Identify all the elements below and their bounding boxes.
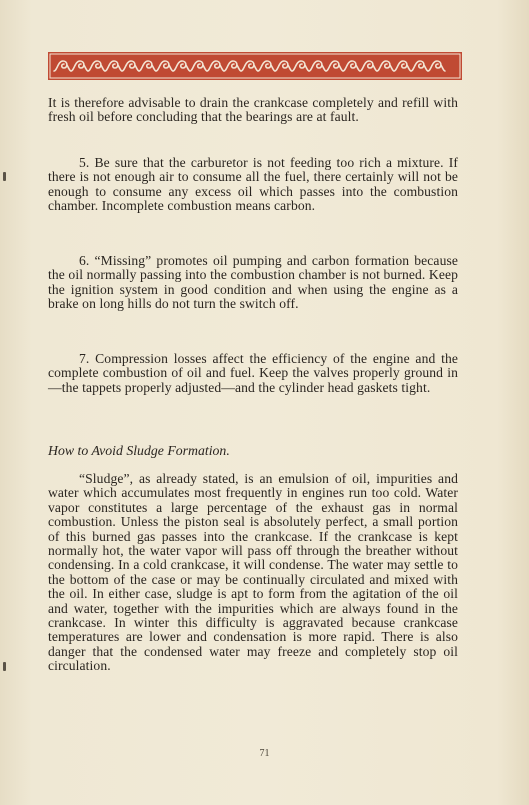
- paragraph-sludge: “Sludge”, as already stated, is an emulsion of oil, impurities and water which accumulates most frequently in engines run too cold. Water vapor constitutes a large percentage of the exhaust gas in normal combustion. Unless the piston seal is absolutely perfect, a small portion of this burned gas passes into the crankcase. If the crankcase is kept normally hot, the water vapor will pass off through the breather without condensing. In a cold crankcase, it will condense. The water may settle to the bottom of the case or may be continually circulated and mixed with the oil. In either case, sludge is apt to form from the agitation of the oil and water, together with the impurities which are always found in the crankcase. In winter this difficulty is aggravated because crankcase temperatures are lower and condensation is more rapid. There is also danger that the condensed water may freeze and completely stop oil circulation.: [48, 471, 458, 674]
- paragraph-item-7: 7. Compression losses affect the efficiency of the engine and the complete combustion of oil and fuel. Keep the valves properly ground in—the tappets properly adjusted—and the cylinder head gaskets tight.: [48, 351, 458, 395]
- paragraph-item-5: 5. Be sure that the carburetor is not feeding too rich a mixture. If there is not enough air to consume all the fuel, there certainly will not be enough to consume any excess oil which passes into the combustion chamber. Incomplete combustion means carbon.: [48, 155, 458, 214]
- body-text-7: [48, 352, 458, 395]
- paragraph-item-6: 6. “Missing” promotes oil pumping and carbon formation because the oil normally passing into the combustion chamber is not burned. Keep the ignition system in good condition and when using the engine as a brake on long hills do not turn the switch off.: [48, 253, 458, 312]
- body-text-top: [48, 96, 458, 125]
- binding-mark: [3, 172, 6, 181]
- decorative-border-band: [48, 52, 462, 80]
- body-text-6: [48, 254, 458, 312]
- paragraph-bearing: It is therefore advisable to drain the crankcase completely and refill with fresh oil before concluding that the bearings are at fault.: [48, 95, 458, 125]
- page-number: 71: [259, 748, 270, 759]
- body-text-5: [48, 156, 458, 214]
- body-text-sludge: [48, 472, 458, 674]
- section-heading: How to Avoid Sludge Formation.: [48, 443, 230, 458]
- binding-mark: [3, 662, 6, 671]
